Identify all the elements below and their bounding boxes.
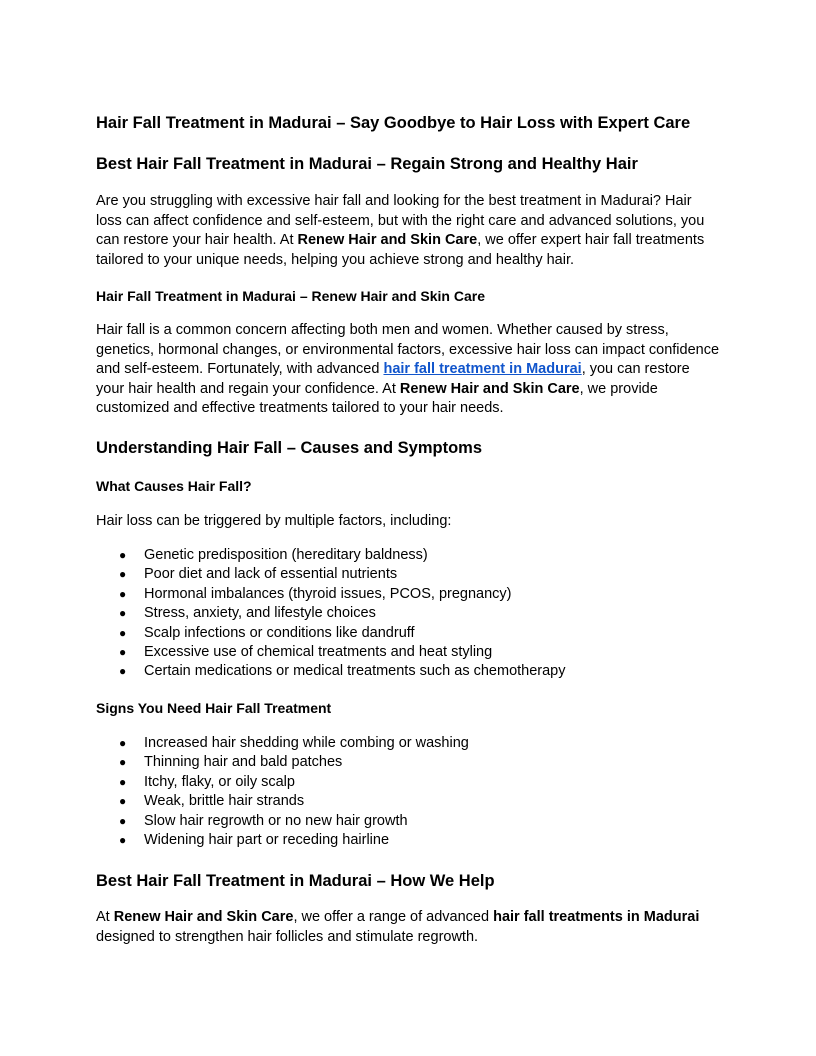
list-item: ● Slow hair regrowth or no new hair growth	[96, 812, 720, 831]
list-item: ● Weak, brittle hair strands	[96, 792, 720, 811]
bullet-icon: ●	[119, 645, 127, 660]
bullet-icon: ●	[119, 736, 127, 750]
renew-brand: Renew Hair and Skin Care	[399, 380, 580, 397]
signs-list	[96, 734, 720, 850]
list-item: ● Excessive use of chemical treatments and heat styling	[96, 643, 720, 662]
intro-text-a: Are you struggling with excessive hair fall and looking for the best treatment in Madurai? Hair loss can affect confidence and self-esteem, but with the right care and advanced solutions, you can restore your hair health. At	[96, 193, 705, 249]
list-item: ● Increased hair shedding while combing or washing	[96, 734, 720, 753]
list-item: ● Certain medications or medical treatments such as chemotherapy	[96, 662, 720, 681]
bullet-icon: ●	[119, 586, 127, 601]
list-item: ● Stress, anxiety, and lifestyle choices	[96, 604, 720, 623]
section-heading-best-treatment: Best Hair Fall Treatment in Madurai – Regain Strong and Healthy Hair	[96, 155, 638, 173]
how-we-help-paragraph: At Renew Hair and Skin Care, we offer a range of advanced hair fall treatments in Madurai designed to strengthen hair follicles and stimulate regrowth.	[96, 909, 700, 945]
causes-intro: Hair loss can be triggered by multiple factors, including:	[96, 513, 452, 529]
bullet-icon: ●	[119, 833, 127, 848]
bullet-icon: ●	[119, 813, 127, 828]
renew-text-b: , you can restore your hair health and regain your confidence. At	[96, 361, 690, 397]
list-item: ● Scalp infections or conditions like dandruff	[96, 624, 720, 643]
list-item: ● Widening hair part or receding hairline	[96, 831, 720, 850]
intro-paragraph	[96, 192, 720, 270]
bullet-icon: ●	[119, 794, 127, 809]
section-heading-understanding: Understanding Hair Fall – Causes and Symptoms	[96, 439, 483, 457]
bullet-icon: ●	[119, 567, 127, 582]
subheading-causes: What Causes Hair Fall?	[96, 478, 252, 494]
help-brand: Renew Hair and Skin Care	[113, 909, 294, 925]
list-item: ● Genetic predisposition (hereditary baldness)	[96, 546, 720, 565]
bullet-icon: ●	[119, 625, 127, 640]
intro-text-b: , we offer expert hair fall treatments tailored to your unique needs, helping you achieve strong and healthy hair.	[96, 232, 705, 268]
bullet-icon: ●	[119, 548, 127, 562]
list-item: ● Itchy, flaky, or oily scalp	[96, 773, 720, 792]
bullet-icon: ●	[119, 606, 127, 621]
list-item: ● Thinning hair and bald patches	[96, 753, 720, 772]
renew-paragraph	[96, 321, 720, 419]
list-item: ● Hormonal imbalances (thyroid issues, PCOS, pregnancy)	[96, 585, 720, 604]
subheading-signs: Signs You Need Hair Fall Treatment	[96, 700, 332, 716]
bullet-icon: ●	[119, 664, 127, 679]
section-heading-how-we-help: Best Hair Fall Treatment in Madurai – How We Help	[96, 872, 495, 890]
list-item: ● Poor diet and lack of essential nutrients	[96, 565, 720, 584]
intro-brand: Renew Hair and Skin Care	[297, 232, 478, 249]
causes-list	[96, 546, 720, 682]
hair-fall-treatment-link[interactable]: hair fall treatment in Madurai	[383, 361, 582, 378]
bullet-icon: ●	[119, 755, 127, 770]
help-treatments: hair fall treatments in Madurai	[493, 909, 700, 925]
bullet-icon: ●	[119, 774, 127, 789]
renew-text-c: , we provide customized and effective treatments tailored to your hair needs.	[96, 380, 658, 417]
renew-text-a: Hair fall is a common concern affecting both men and women. Whether caused by stress, genetics, hormonal changes, or environmental factors, excessive hair loss can impact confidence and self-esteem. Fortunately, with advanced	[96, 322, 720, 378]
document-title: Hair Fall Treatment in Madurai – Say Goodbye to Hair Loss with Expert Care	[96, 114, 691, 132]
subheading-renew: Hair Fall Treatment in Madurai – Renew Hair and Skin Care	[96, 288, 486, 304]
